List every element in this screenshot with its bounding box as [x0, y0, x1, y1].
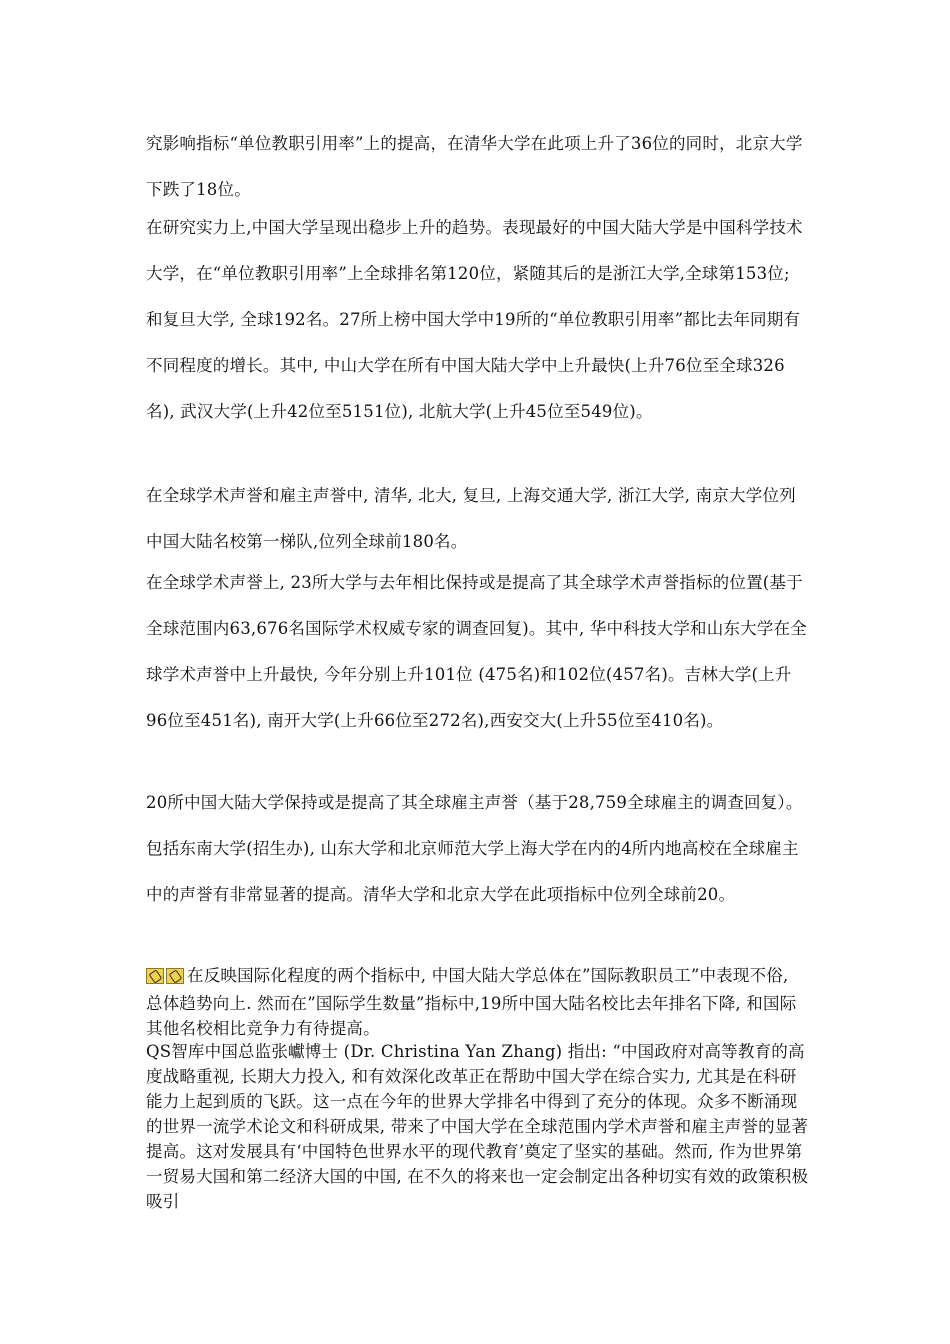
paragraph-2: 在研究实力上,中国大学呈现出稳步上升的趋势。表现最好的中国大陆大学是中国科学技术大学，在“单位教职引用率”上全球排名第120位，紧随其后的是浙江大学,全球第153位; 和复旦大学, 全球192名。27所上榜中国大学中19所的“单位教职引用率”都比去年同期有不同程度的增长。其中, 中山大学在所有中国大陆大学中上升最快(上升76位至全球326名), 武汉大学(上升42位至5151位), 北航大学(上升45位至549位)。 — [146, 218, 803, 421]
paragraph-5: 20所中国大陆大学保持或是提高了其全球雇主声誉（基于28,759全球雇主的调查回复）。包括东南大学(招生办), 山东大学和北京师范大学上海大学在内的4所内地高校在全球雇主中的声誉有非常显著的提高。清华大学和北京大学在此项指标中位列全球前20。 — [146, 793, 803, 904]
inline-icons — [146, 966, 186, 991]
paragraph-3: 在全球学术声誉和雇主声誉中, 清华, 北大, 复旦, 上海交通大学, 浙江大学, 南京大学位列中国大陆名校第一梯队,位列全球前180名。 — [146, 486, 796, 551]
paragraph-6 — [146, 963, 810, 1041]
edit-icon[interactable] — [146, 968, 164, 984]
paragraph-7: QS智库中国总监张巘博士 (Dr. Christina Yan Zhang) 指出: “中国政府对高等教育的高度战略重视, 长期大力投入, 和有效深化改革正在帮助中国大学在综合实力, 尤其是在科研能力上起到质的飞跃。这一点在今年的世界大学排名中得到了充分的体现。众多不断涌现的世界一流学术论文和科研成果, 带来了中国大学在全球范围内学术声誉和雇主声誉的显著提高。这对发展具有‘中国特色世界水平的现代教育’奠定了坚实的基础。然而, 作为世界第一贸易大国和第二经济大国的中国, 在不久的将来也一定会制定出各种切实有效的政策积极吸引 — [146, 1042, 809, 1211]
paragraph-4: 在全球学术声誉上, 23所大学与去年相比保持或是提高了其全球学术声誉指标的位置(基于全球范围内63,676名国际学术权威专家的调查回复)。其中, 华中科技大学和山东大学在全球学术声誉中上升最快, 今年分别上升101位 (475名)和102位(457名)。吉林大学(上升96位至451名), 南开大学(上升66位至272名),西安交大(上升55位至410名)。 — [146, 573, 807, 730]
paragraph-6-text: 在反映国际化程度的两个指标中, 中国大陆大学总体在”国际教职员工”中表现不俗, 总体趋势向上. 然而在”国际学生数量”指标中,19所中国大陆名校比去年排名下降, 和国际其他名校相比竞争力有待提高。 — [146, 966, 797, 1038]
paragraph-1: 究影响指标“单位教职引用率”上的提高，在清华大学在此项上升了36位的同时，北京大学下跌了18位。 — [146, 134, 803, 199]
edit-icon[interactable] — [166, 968, 184, 984]
